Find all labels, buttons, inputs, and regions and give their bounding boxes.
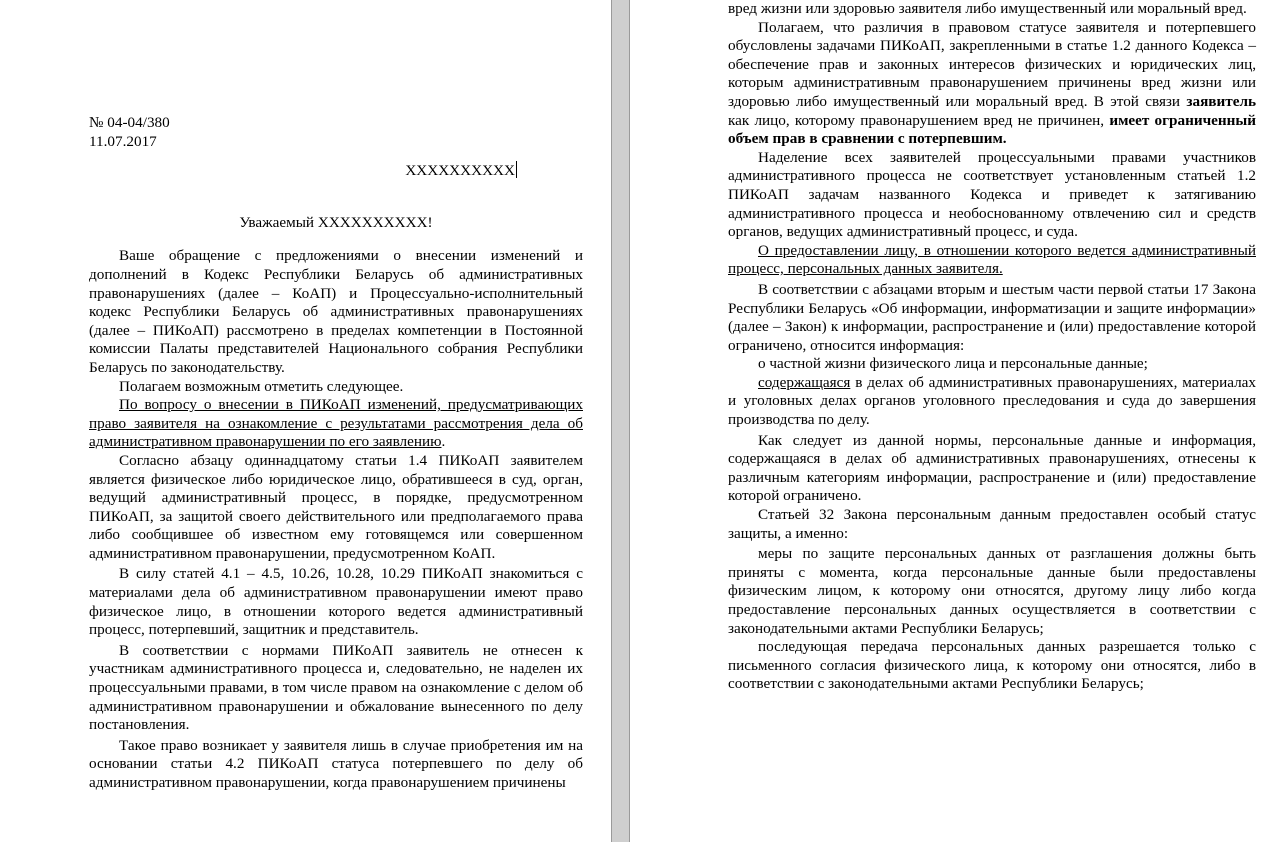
text-run: в делах об административных правонарушениях, материалах и уголовных делах органов уголовного преследования и суда до завершения производства по делу. (728, 373, 1256, 429)
page-gutter (611, 0, 630, 842)
paragraph: меры по защите персональных данных от разглашения должны быть приняты с момента, когда персональные данные были предоставлены физическим лицом, к которому они относятся, другому лицу либо когда предоставление персональных данных осуществляется в соответствии с законодательными актами Республики Беларусь; (728, 545, 1256, 637)
paragraph: В соответствии с нормами ПИКоАП заявитель не отнесен к участникам административного процесса и, следовательно, не наделен их процессуальными правами, в том числе правом на ознакомление с делом об административном правонарушении и обжалование вынесенного по делу постановления. (89, 641, 583, 734)
bold-text: имеет ограниченный объем прав в сравнении с потерпевшим. (728, 111, 1256, 148)
paragraph: Как следует из данной нормы, персональные данные и информация, содержащаяся в делах об административных правонарушениях, отнесены к различным категориям информации, распространение и (или) предоставление которой ограничено. (728, 431, 1256, 505)
paragraph-heading (89, 396, 583, 452)
document-page-left (0, 0, 611, 842)
paragraph (728, 19, 1256, 149)
paragraph: В соответствии с абзацами вторым и шестым части первой статьи 17 Закона Республики Беларусь «Об информации, информатизации и защите информации» (далее – Закон) к информации, распространение и (или) предоставление которой ограничено, относится информация: (728, 280, 1256, 354)
paragraph: последующая передача персональных данных разрешается только с письменного согласия физического лица, к которому они относятся, либо в соответствии с законодательными актами Республики Беларусь; (728, 638, 1256, 693)
paragraph: Статьей 32 Закона персональным данным предоставлен особый статус защиты, а именно: (728, 506, 1256, 542)
paragraph: Согласно абзацу одиннадцатому статьи 1.4 ПИКоАП заявителем является физическое либо юридическое лицо, обратившееся в суд, орган, ведущий административный процесс, в порядке, предусмотренном ПИКоАП, за защитой своего действительного или предполагаемого права либо сообщившее об известном ему готовящемся или совершенном административном правонарушении, предусмотренном КоАП. (89, 451, 583, 562)
document-date: 11.07.2017 (89, 132, 157, 150)
text-run: как лицо, которому правонарушением вред не причинен, (728, 111, 1110, 129)
bold-text: заявитель (1186, 92, 1256, 110)
paragraph: В силу статей 4.1 – 4.5, 10.26, 10.28, 10.29 ПИКоАП знакомиться с материалами дела об административном правонарушении имеют право физическое лицо, в отношении которого ведется административный процесс, потерпевший, защитник и представитель. (89, 565, 583, 639)
paragraph: Полагаем возможным отметить следующее. (119, 377, 404, 395)
underlined-text: По вопросу о внесении в ПИКоАП изменений, предусматривающих право заявителя на ознакомление с результатами рассмотрения дела об административном правонарушении по его заявлению (89, 396, 583, 451)
paragraph: Наделение всех заявителей процессуальными правами участников административного процесса не соответствует установленным статьей 1.2 ПИКоАП задачам названного Кодекса и приведет к затягиванию административного процесса и необоснованному отвлечению сил и средств органов, ведущих административный процесс, и суда. (728, 148, 1256, 241)
paragraph-heading (728, 242, 1256, 279)
paragraph: Такое право возникает у заявителя лишь в случае приобретения им на основании статьи 4.2 ПИКоАП статуса потерпевшего по делу об административном правонарушении, когда правонарушением причинены (89, 736, 583, 791)
underlined-text: О предоставлении лицу, в отношении которого ведется административный процесс, персональных данных заявителя. (728, 241, 1256, 278)
underlined-text: содержащаяся (758, 373, 851, 391)
document-page-right (630, 0, 1280, 842)
paragraph: Ваше обращение с предложениями о внесении изменений и дополнений в Кодекс Республики Беларусь об административных правонарушениях (далее – КоАП) и Процессуально-исполнительный кодекс Республики Беларусь об административных правонарушениях (далее – ПИКоАП) рассмотрено в пределах компетенции в Постоянной комиссии Палаты представителей Национального собрания Республики Беларусь по законодательству. (89, 247, 583, 376)
left-page-text (89, 114, 583, 793)
text-cursor (516, 161, 517, 178)
paragraph (728, 374, 1256, 430)
salutation: Уважаемый XXXXXXXXXX! (239, 213, 433, 231)
paragraph: о частной жизни физического лица и персональные данные; (758, 355, 1148, 373)
addressee-text: XXXXXXXXXX (405, 162, 515, 180)
text-run: Полагаем, что различия в правовом статусе заявителя и потерпевшего обусловлены задачами ПИКоАП, закрепленными в статье 1.2 данного Кодекса – обеспечение прав и законных интересов физических и юридических лиц, которым административным правонарушением причинены вред жизни или здоровью либо имущественный или моральный вред. В этой связи (728, 18, 1256, 110)
right-page-text (728, 0, 1256, 694)
paragraph: вред жизни или здоровью заявителя либо имущественный или моральный вред. (728, 0, 1247, 17)
period: . (441, 433, 446, 451)
addressee[interactable] (89, 161, 583, 181)
document-number: № 04-04/380 (89, 114, 170, 131)
